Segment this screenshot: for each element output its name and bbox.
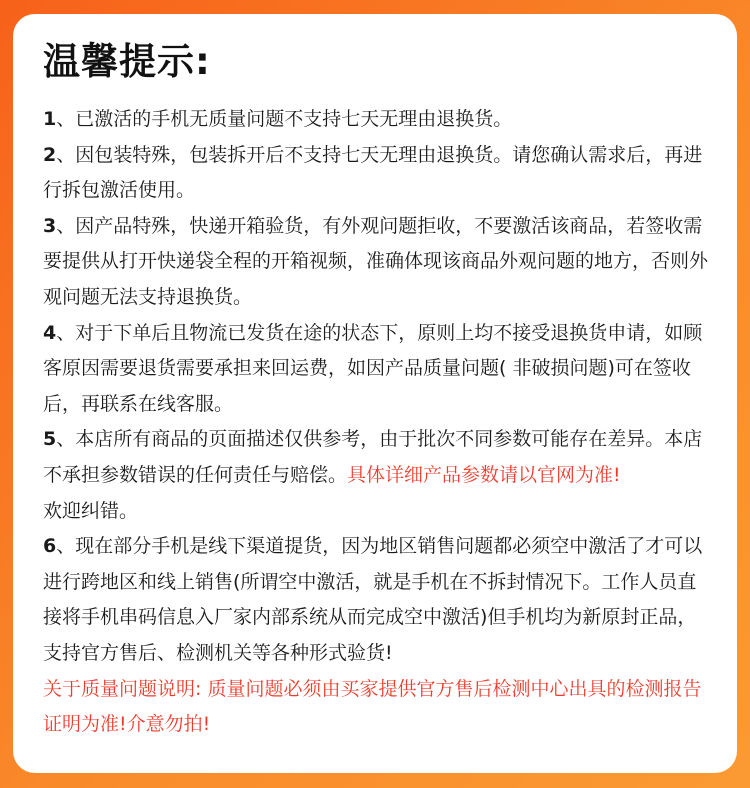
notice-item-1 [43,102,711,138]
quality-note: 关于质量问题说明: 质量问题必须由买家提供官方售后检测中心出具的检测报告证明为准!介意勿拍! [43,677,702,736]
notice-item-text: 、现在部分手机是线下渠道提货，因为地区销售问题都必须空中激活了才可以进行跨地区和线上销售(所谓空中激活，就是手机在不拆封情况下。工作人员直接将手机串码信息入厂家内部系统从而完成空中激活)但手机均为新原封正品，支持官方售后、检测机关等各种形式验货! [43,535,703,664]
notice-item-number: 2 [43,143,57,166]
notice-item-number: 6 [43,535,57,558]
notice-item-text: 、因包装特殊，包装拆开后不支持七天无理由退换货。请您确认需求后，再进行拆包激活使用。 [43,143,703,202]
notice-item-number: 1 [43,108,57,131]
notice-item-2 [43,138,711,209]
notice-item-number: 3 [43,214,57,237]
notice-item-6 [43,529,711,671]
notice-item-tail: 欢迎纠错。 [43,499,139,522]
notice-card [13,14,737,773]
notice-item-number: 5 [43,428,57,451]
notice-item-4 [43,316,711,423]
notice-item-text: 、已激活的手机无质量问题不支持七天无理由退换货。 [56,108,513,131]
notice-item-5 [43,422,711,529]
notice-list [43,102,711,743]
notice-item-3 [43,209,711,316]
official-params-highlight: 具体详细产品参数请以官网为准! [347,464,621,487]
notice-item-text: 、对于下单后且物流已发货在途的状态下，原则上均不接受退换货申请，如顾客原因需要退货需要承担来回运费，如因产品质量问题( 非破损问题)可在签收后，再联系在线客服。 [43,321,703,415]
notice-item-text: 、因产品特殊，快递开箱验货，有外观问题拒收，不要激活该商品，若签收需要提供从打开快递袋全程的开箱视频，准确体现该商品外观问题的地方，否则外观问题无法支持退换货。 [43,214,709,309]
notice-item-number: 4 [43,321,57,344]
notice-item-text: 、本店所有商品的页面描述仅供参考，由于批次不同参数可能存在差异。本店不承担参数错误的任何责任与赔偿。 [43,428,703,487]
notice-title: 温馨提示: [43,40,211,83]
